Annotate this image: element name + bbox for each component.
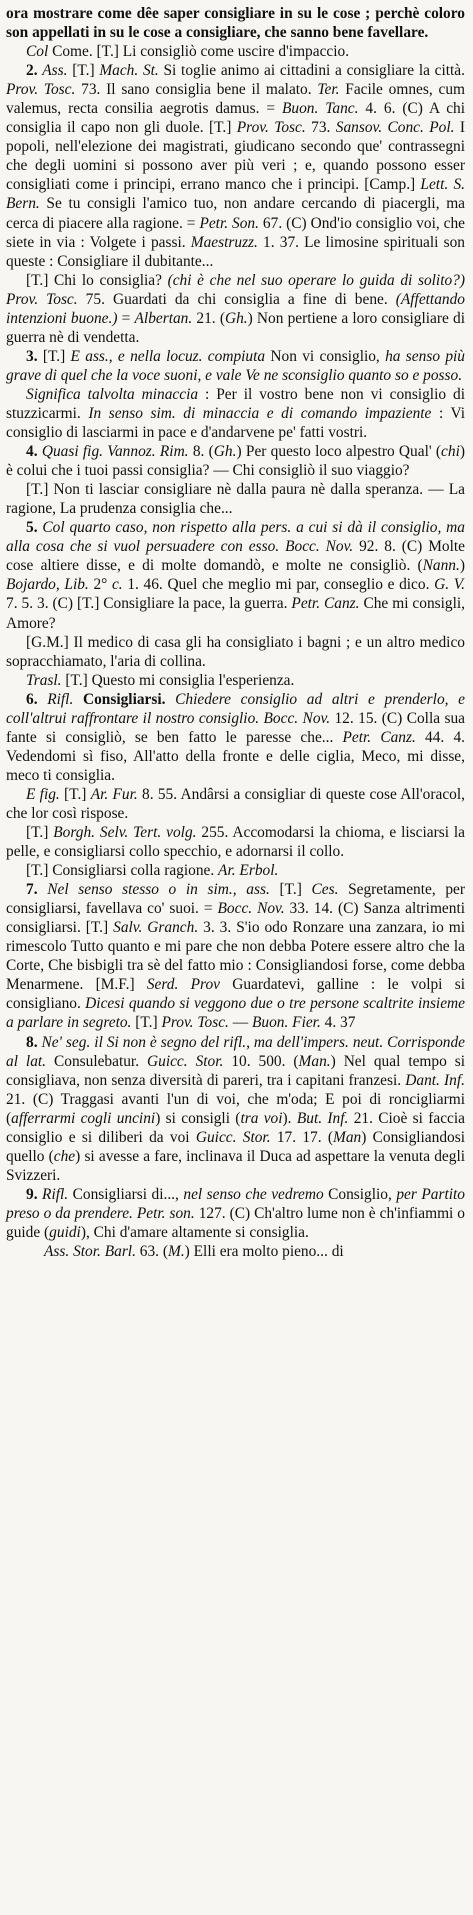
text-run: ) è colui che i tuoi passi consiglia? — Chi consigliò il suo viaggio?	[6, 443, 465, 480]
text-run: I popoli, nell'elezione dei magistrati, giudicano secondo que' contrassegni che degli uomini si possono aver più veri ; e, quando possono esser consigliati come i principi, errano manco che i principi. [Camp.]	[6, 119, 465, 194]
entry-paragraph	[6, 880, 465, 1032]
italic-text: Dant. Inf.	[405, 1071, 465, 1089]
entry-paragraph	[6, 61, 465, 271]
italic-text: Ar. Erbol.	[218, 862, 279, 880]
bold-text: 5.	[26, 519, 38, 537]
italic-text: Dicesi quando si veggono due o tre persone scaltrite insieme a parlare in segreto.	[6, 995, 465, 1032]
text-run: [T.]	[67, 62, 100, 80]
bold-text: 8.	[26, 1033, 38, 1051]
text-run: 92. 8. (C) Molte cose altiere disse, e di molte domandò, e molte ne consigliò. (	[6, 538, 465, 575]
text-run: 7. 5. 3. (C) [T.] Consigliare la pace, la guerra.	[6, 595, 292, 613]
text-run: Si toglie animo ai cittadini a consigliare la città.	[158, 62, 465, 80]
entry-paragraph	[6, 480, 465, 518]
text-run: ) Elli era molto pieno... di	[184, 1243, 344, 1261]
text-run: ) Nel qual tempo si consigliava, non senza diversità di pareri, tra i capitani franzesi.	[6, 1052, 466, 1089]
text-run: [T.] Chi lo consiglia?	[26, 271, 168, 289]
italic-text: Petr. Canz.	[291, 595, 360, 613]
dictionary-entry-column	[6, 4, 465, 1261]
text-run	[73, 691, 83, 708]
italic-text: Bocc. Nov.	[217, 900, 285, 918]
text-run: 73.	[305, 119, 336, 137]
italic-text: Significa talvolta minaccia	[26, 385, 199, 403]
italic-text: Chiedere consiglio ad altri e prenderlo, e coll'altrui raffrontare il nostro consiglio.	[6, 690, 465, 727]
bold-text: 2.	[26, 62, 38, 80]
bold-text: 6.	[26, 690, 38, 708]
italic-text: Quasi fig.	[41, 443, 103, 461]
bold-text: 7.	[26, 881, 38, 899]
text-run: 255. Accomodarsi la chioma, e lisciarsi la pelle, e consigliarsi collo specchio, e adornarsi il collo.	[6, 824, 465, 861]
text-run: 12. 15. (C) Colla sua fante si consigliò, se ben fatto le paresse che...	[6, 709, 465, 746]
text-run: 63. (	[135, 1243, 168, 1261]
text-run: ) si consigli (	[155, 1109, 241, 1127]
italic-text: Rifl.	[42, 1185, 69, 1203]
text-run: 75. Guardati da chi consiglia a fine di bene.	[77, 290, 396, 308]
italic-text: E ass., e nella locuz. compiuta	[70, 347, 266, 365]
text-run: 4. 37	[320, 1014, 356, 1032]
text-run: ).	[282, 1109, 297, 1127]
italic-text: Prov. Tosc.	[236, 119, 306, 137]
italic-text: Ter.	[317, 81, 340, 99]
bold-text: ora mostrare come dêe saper consigliare in su le cose ; perchè coloro son appellati in su le cose a consigliare, che sanno bene favellare.	[6, 5, 465, 42]
text-run: [T.]	[37, 347, 71, 365]
italic-text: Serd. Prov	[146, 976, 220, 994]
italic-text: Gh.	[224, 309, 248, 327]
italic-text: But. Inf.	[296, 1109, 349, 1127]
italic-text: Ar. Fur.	[90, 785, 138, 803]
italic-text: Petr. son.	[136, 1204, 195, 1222]
italic-text: E fig.	[26, 785, 60, 803]
entry-paragraph	[6, 633, 465, 671]
text-run: ) si avesse a fare, inclinava il Duca ad aspettare la venuta degli Svizzeri.	[6, 1147, 465, 1184]
text-run: [T.]	[131, 1014, 162, 1032]
text-run: 10. 500. (	[223, 1052, 299, 1070]
italic-text: Nel senso stesso o in sim., ass.	[47, 881, 270, 899]
italic-text: Col quarto caso, non rispetto alla pers. a cui si dà il consiglio, ma alla cosa che si vuol persuadere con esso.	[6, 519, 465, 556]
entry-paragraph	[6, 1033, 465, 1185]
italic-text: Trasl.	[26, 671, 62, 689]
italic-text: Maestruzz.	[190, 233, 258, 251]
italic-text: c.	[111, 576, 123, 594]
italic-text: guidi	[49, 1224, 81, 1241]
italic-text: Prov. Tosc.	[6, 290, 78, 308]
text-run: : Per il vostro bene non vi consiglio di stuzzicarmi.	[6, 385, 465, 422]
italic-text: Ne' seg. il Si non è segno del rifl., ma dell'impers. neut. Corrisponde al lat.	[6, 1033, 465, 1070]
entry-paragraph	[6, 861, 465, 880]
italic-text: afferrarmi cogli uncini	[11, 1109, 156, 1127]
text-run: ) Consigliandosi quello (	[6, 1128, 465, 1165]
text-run: Facile omnes, cum valemus, recta consilia aegrotis damus. =	[6, 81, 465, 118]
italic-text: Salv. Granch.	[113, 919, 199, 937]
text-run: 1. 46. Quel che meglio mi par, conseglio e dico.	[122, 576, 435, 594]
italic-text: tra voi	[240, 1109, 283, 1127]
text-run	[38, 691, 48, 708]
italic-text: ha senso più grave di quel che la voce suoni, e vale	[6, 347, 465, 384]
italic-text: Guicc. Stor.	[195, 1128, 271, 1146]
italic-text: (Affettando intenzioni buone.)	[6, 290, 465, 327]
entry-paragraph	[6, 823, 465, 861]
text-run: )	[459, 557, 465, 575]
text-run: [T.]	[26, 824, 54, 842]
italic-text: M.	[168, 1243, 185, 1261]
italic-text: Vannoz. Rim.	[107, 443, 189, 461]
italic-text: Ass. Stor. Barl.	[44, 1243, 136, 1261]
italic-text: In senso sim. di minaccia e di comando impaziente	[88, 404, 432, 422]
text-run: 2°	[88, 576, 112, 594]
entry-paragraph	[6, 518, 465, 632]
italic-text: Nann.	[422, 557, 460, 575]
entry-paragraph	[6, 42, 465, 61]
italic-text: Man	[333, 1128, 362, 1146]
italic-text: Guicc. Stor.	[147, 1052, 224, 1070]
text-run: [T.] Questo mi consiglia l'esperienza.	[61, 671, 295, 689]
italic-text: Bocc. Nov.	[285, 538, 354, 556]
italic-text: Buon. Tanc.	[281, 100, 359, 118]
entry-paragraph	[6, 671, 465, 690]
entry-paragraph	[6, 347, 465, 385]
text-run: ) Per questo loco alpestro Qual' (	[236, 443, 442, 461]
text-run: [G.M.] Il medico di casa gli ha consigliato i bagni ; e un altro medico sopracchiamato, l'aria di collina.	[6, 633, 465, 670]
text-run: [T.] Non ti lasciar consigliare nè dalla paura nè dalla speranza. — La ragione, La prudenza consiglia che...	[6, 481, 465, 518]
italic-text: Petr. Son.	[199, 214, 259, 232]
italic-text: Ve ne sconsiglio quanto so e posso.	[245, 366, 463, 384]
italic-text: Petr. Canz.	[342, 728, 416, 746]
text-run: 8. (	[188, 443, 214, 461]
italic-text: G. V.	[434, 576, 466, 594]
text-run: [T.] Consigliarsi colla ragione.	[26, 862, 219, 880]
text-run: —	[228, 1014, 252, 1032]
italic-text: Lett. S. Bern.	[6, 176, 465, 213]
text-run	[38, 881, 48, 898]
text-run: 1. 37. Le limosine spirituali son queste : Consigliare il dubitante...	[6, 233, 465, 270]
italic-text: Sansov. Conc. Pol.	[335, 119, 455, 137]
italic-text: Bocc. Nov.	[263, 709, 331, 727]
text-run: 44. 4. Vedendomi sì fiso, All'atto della fronte e delle ciglia, Meco, mi disse, meco ti consiglia.	[6, 728, 465, 784]
italic-text: Ass.	[42, 62, 68, 80]
italic-text: Gh.	[213, 443, 237, 461]
italic-text: chi	[441, 443, 460, 461]
text-run: Se tu consigli l'amico tuo, non andare cercando di piacergli, ma cerca di piacere alla ragione. =	[6, 195, 465, 232]
text-run: 21. Cioè si faccia consiglio e si diliberi da voi	[6, 1109, 465, 1146]
text-run: 67. (C) Ond'io consiglio voi, che siete in via : Volgete i passi.	[6, 214, 465, 251]
text-run: Non vi consiglio,	[265, 347, 386, 365]
italic-text: Rifl.	[47, 690, 74, 708]
italic-text: Ces.	[311, 881, 339, 899]
entry-paragraph	[6, 271, 465, 347]
entry-paragraph	[6, 690, 465, 785]
italic-text: Bojardo, Lib.	[6, 576, 89, 594]
italic-text: Albertan.	[134, 309, 193, 327]
text-run: ), Chi d'amare altamente si consiglia.	[80, 1224, 309, 1241]
entry-paragraph	[6, 785, 465, 823]
bold-text: 4.	[26, 443, 38, 461]
italic-text: Prov. Tosc.	[6, 81, 76, 99]
bold-text: Consigliarsi.	[82, 690, 166, 708]
italic-text: Man.	[298, 1052, 331, 1070]
text-run	[166, 691, 176, 708]
italic-text: (chi è che nel suo operare lo guida di solito?)	[167, 271, 465, 289]
text-run: 3. 3. S'io odo Ronzare una zanzara, io mi rimescolo Tutto quanto e mi pare che non debba Potere essere altro che la Corte, Che bisbigli tra sè del fatto mio : Consigliandosi forse, come debba Menarmene. [M.F.]	[6, 919, 466, 994]
text-run: 8. 55. Andârsi a consigliar di queste cose All'oracol, che lor così rispose.	[6, 785, 465, 822]
entry-paragraph	[6, 442, 465, 480]
entry-paragraph	[6, 4, 465, 42]
text-run: Segretamente, per consigliarsi, favellava co' suoi. =	[6, 881, 465, 918]
italic-text: Buon. Fier.	[251, 1014, 321, 1032]
text-run: Consulebatur.	[46, 1052, 148, 1070]
text-run: =	[117, 309, 135, 327]
entry-paragraph	[6, 1242, 465, 1261]
text-run: Consiglio,	[323, 1185, 397, 1203]
text-run: 73. Il sano consiglia bene il malato.	[75, 81, 318, 99]
text-run: Guardatevi, galline : le volpi si consigliano.	[6, 976, 465, 1013]
text-run: 21. (C) Traggasi avanti l'un di voi, che m'oda; E poi di roncigliarmi (	[6, 1090, 465, 1127]
text-run: 4. 6. (C) A chi consiglia il capo non gli duole. [T.]	[6, 100, 466, 137]
text-run: 21. (	[192, 309, 225, 327]
bold-text: 3.	[26, 347, 38, 365]
text-run: Come. [T.] Li consigliò come uscire d'impaccio.	[48, 43, 350, 61]
text-run: 127. (C) Ch'altro lume non è ch'infiammi o guide (	[6, 1204, 466, 1241]
text-run: [T.]	[269, 881, 312, 899]
entry-paragraph	[6, 1185, 465, 1242]
bold-text: 9.	[26, 1185, 38, 1203]
italic-text: per Partito preso o da prendere.	[6, 1185, 465, 1222]
text-run: Che mi consigli, Amore?	[6, 595, 466, 632]
italic-text: Prov. Tosc.	[161, 1014, 229, 1032]
italic-text: Mach. St.	[99, 62, 159, 80]
italic-text: Borgh. Selv. Tert. volg.	[53, 824, 197, 842]
italic-text: nel senso che vedremo	[183, 1185, 324, 1203]
italic-text: Col	[26, 43, 49, 61]
text-run: 33. 14. (C) Sanza altrimenti consigliarsi. [T.]	[6, 900, 465, 937]
text-run: Consigliarsi di...,	[68, 1185, 184, 1203]
text-run: [T.]	[59, 785, 91, 803]
text-run: 17. 17. (	[270, 1128, 334, 1146]
text-run: : Vi consiglio di lasciarmi in pace e d'andarvene pe' fatti vostri.	[6, 404, 465, 442]
entry-paragraph	[6, 385, 465, 442]
text-run: ) Non pertiene a loro consigliare di guerra nè di vendetta.	[6, 309, 465, 346]
italic-text: che	[53, 1147, 76, 1165]
